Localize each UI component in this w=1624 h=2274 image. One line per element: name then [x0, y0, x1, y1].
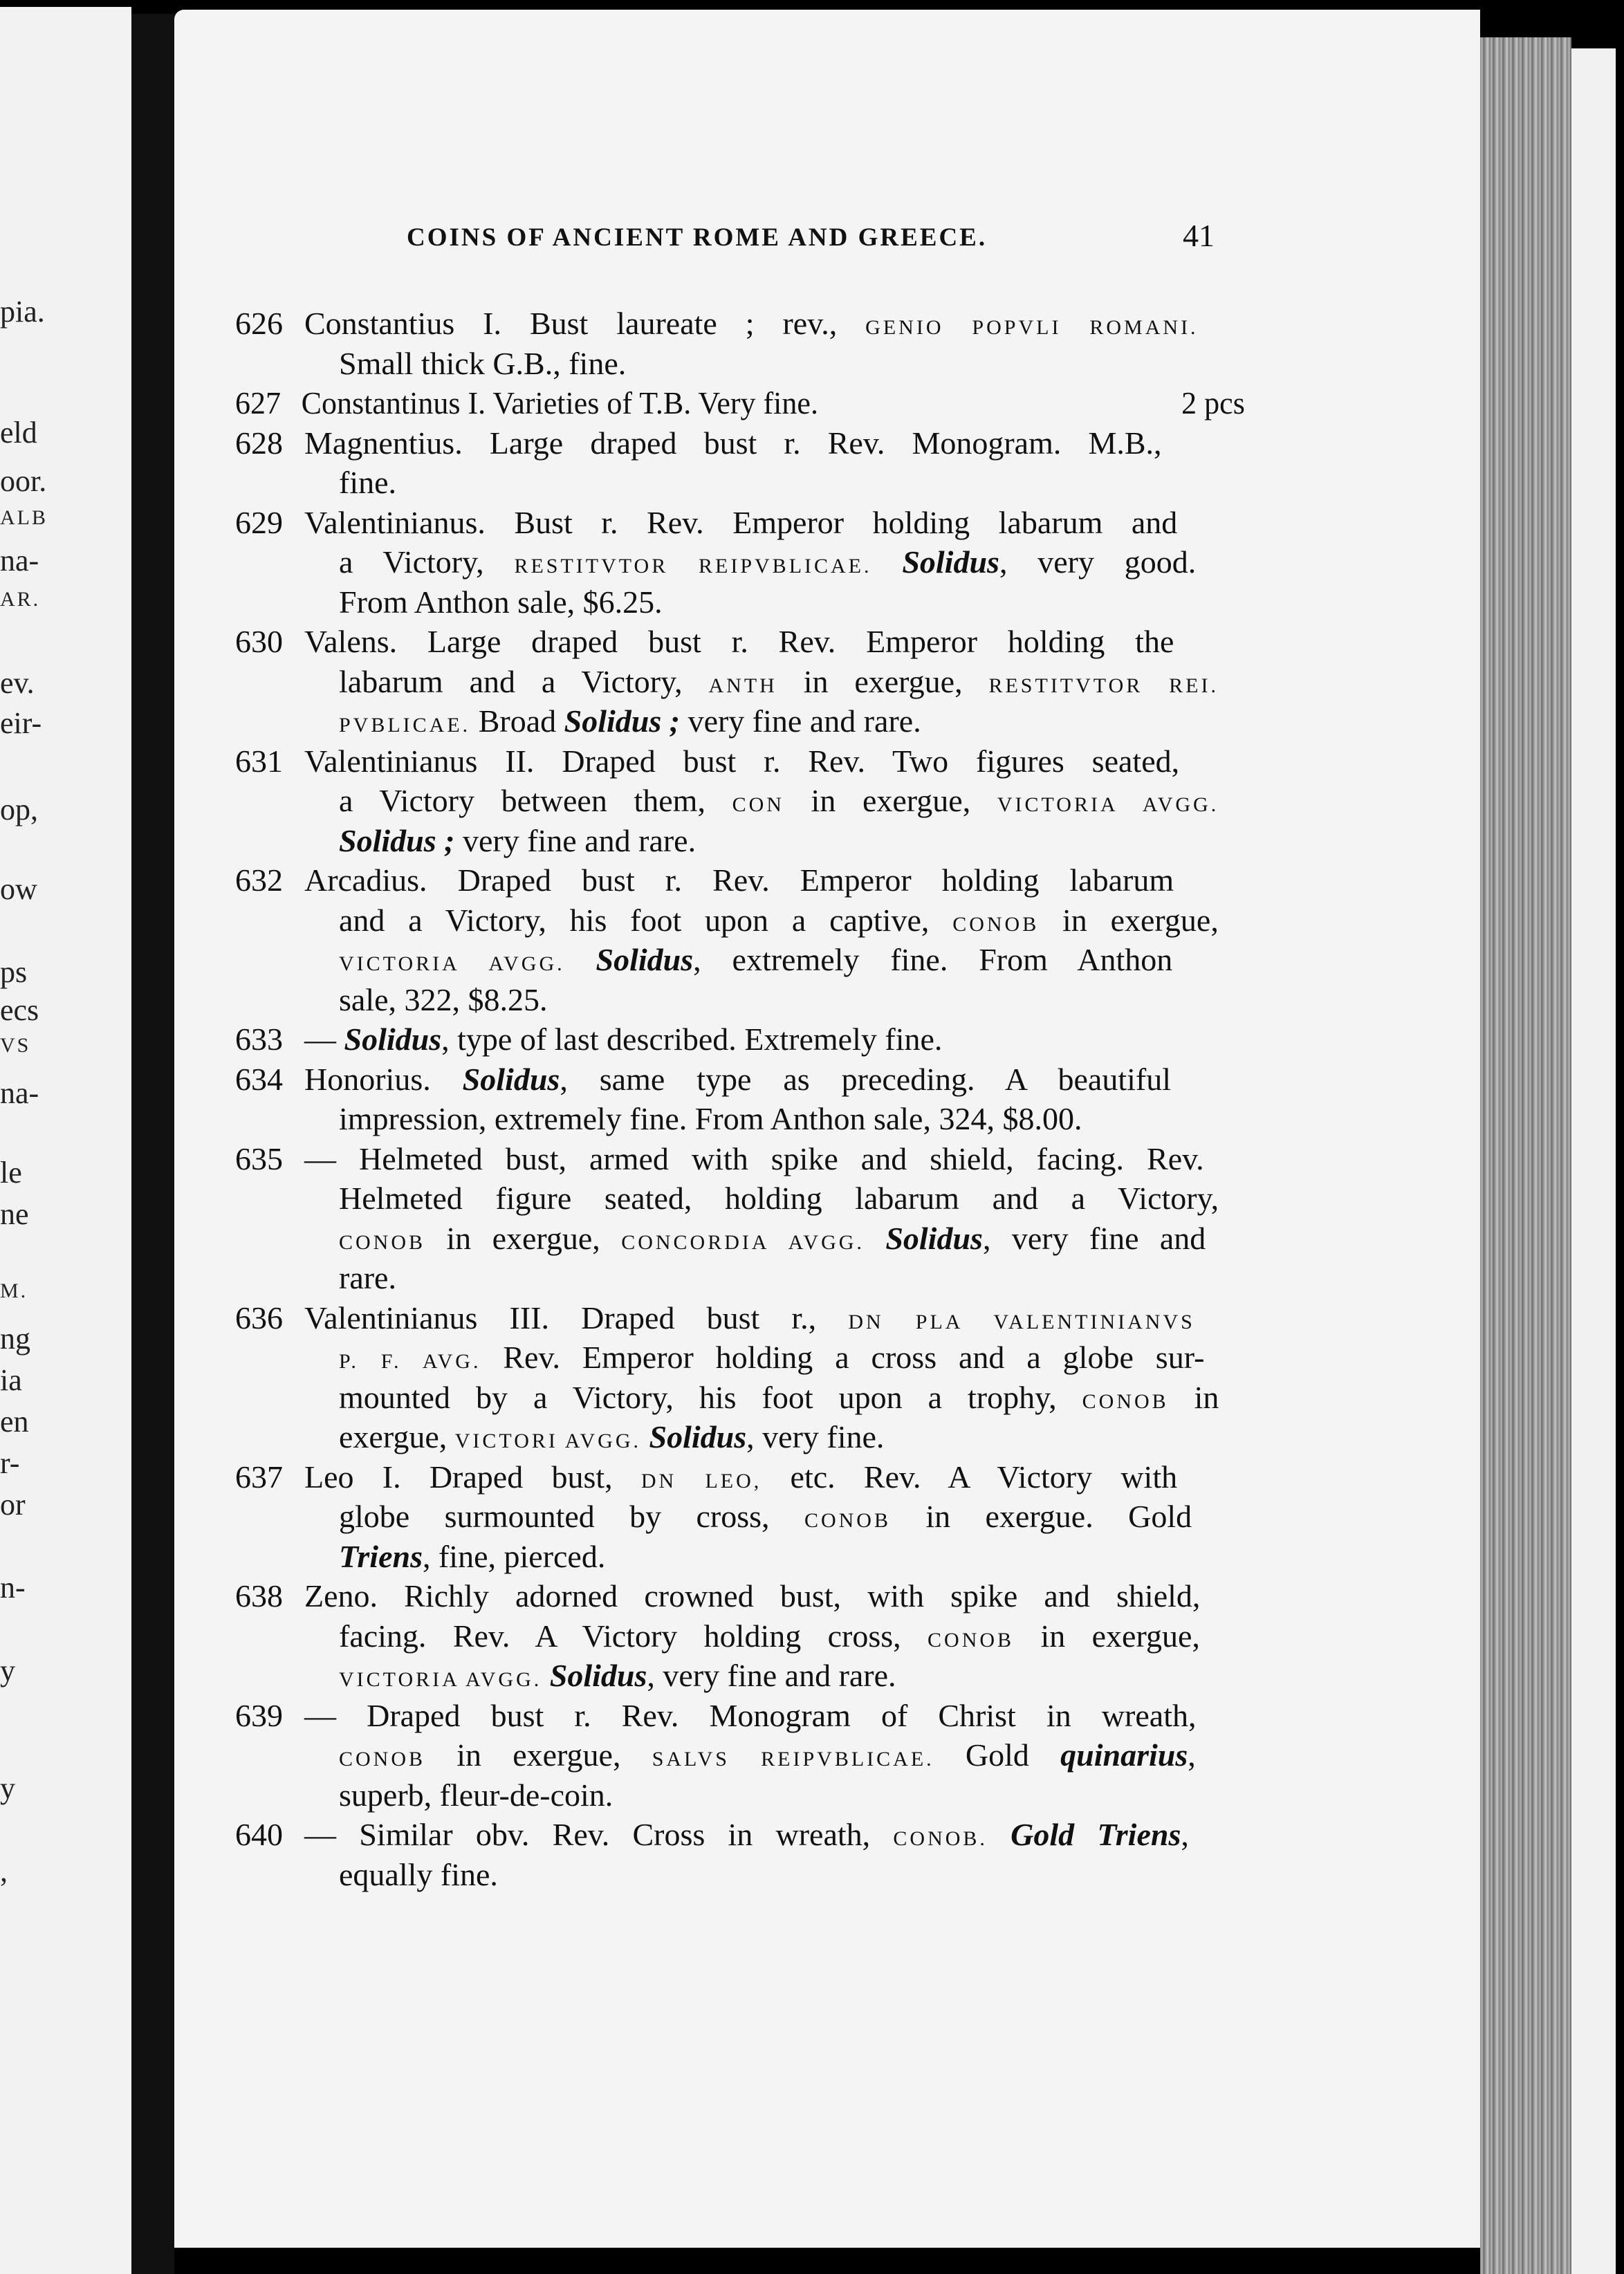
description-text	[872, 544, 903, 580]
lot-entry-line	[339, 1342, 1204, 1374]
coin-type-italic: Solidus	[902, 544, 999, 580]
lot-entry-line	[339, 1620, 1200, 1652]
description-text: From Anthon sale, $6.25.	[339, 584, 663, 620]
description-text: Small thick G.B., fine.	[339, 345, 627, 381]
coin-type-italic: Solidus	[344, 1022, 442, 1057]
lot-entry-line	[339, 1739, 1196, 1771]
description-text: rare.	[339, 1260, 396, 1295]
facing-page-fragment: eld	[0, 416, 37, 450]
lot-entry-first-line	[235, 1819, 1189, 1851]
facing-page-fragment: pia.	[0, 295, 45, 329]
facing-page-fragment: ALB	[0, 506, 48, 529]
lot-entry-first-line	[235, 1302, 1195, 1334]
facing-page-fragment: ia	[0, 1363, 22, 1397]
legend-inscription: CONOB	[339, 1748, 426, 1771]
description-text: , fine, pierced.	[422, 1538, 606, 1574]
description-text: in exergue,	[784, 783, 997, 818]
description-text: Leo I. Draped bust,	[304, 1459, 641, 1495]
book-gutter	[131, 14, 174, 2274]
lot-entry-line	[339, 1660, 896, 1692]
legend-inscription: PVBLICAE.	[339, 714, 471, 737]
description-text	[641, 1419, 649, 1454]
legend-inscription: DN PLA VALENTINIANVS	[848, 1310, 1195, 1333]
lot-entry-line	[339, 345, 627, 381]
description-text: in exergue. Gold	[890, 1499, 1192, 1534]
facing-page-fragment: y	[0, 1654, 15, 1688]
coin-type-italic: quinarius	[1060, 1737, 1188, 1773]
facing-page-fragment: n-	[0, 1571, 26, 1605]
description-text: a Victory,	[339, 544, 515, 580]
lot-entry-line	[339, 1538, 606, 1574]
description-text: equally fine.	[339, 1856, 498, 1892]
description-text	[865, 1221, 885, 1256]
lot-entry-line	[339, 1421, 884, 1453]
lot-entry-line	[339, 1856, 498, 1892]
lot-number: 636	[235, 1300, 283, 1335]
lot-entry-first-line	[235, 1461, 1177, 1493]
description-text: — Helmeted bust, armed with spike and shield, facing. Rev.	[304, 1140, 1204, 1176]
legend-inscription: CONCORDIA AVGG.	[621, 1230, 865, 1254]
page-number: 41	[1183, 218, 1215, 253]
description-text: Rev. Emperor holding a cross and a globe sur-	[481, 1340, 1205, 1375]
facing-page-fragment: ow	[0, 872, 37, 906]
coin-type-italic: Solidus	[596, 942, 694, 977]
description-text: exergue,	[339, 1419, 455, 1454]
page-edge-light	[1571, 48, 1616, 2274]
description-text: Magnentius. Large draped bust r. Rev. Monogram. M.B.,	[304, 425, 1162, 461]
lot-entry-first-line	[235, 1580, 1200, 1612]
lot-entry-line	[339, 705, 921, 737]
description-text: globe surmounted by cross,	[339, 1499, 804, 1534]
lot-entry-first-line	[235, 1140, 1204, 1176]
lot-entry-first-line	[235, 308, 1199, 340]
description-text: Valentinianus. Bust r. Rev. Emperor holding labarum and	[304, 504, 1178, 540]
lot-entry-first-line	[235, 1697, 1197, 1733]
lot-number: 635	[235, 1140, 283, 1176]
facing-page-fragment: na-	[0, 1076, 39, 1110]
legend-inscription: RESTITVTOR REI.	[988, 674, 1219, 697]
description-text: very fine and rare.	[680, 703, 921, 739]
description-text: very fine and rare.	[454, 822, 696, 858]
lot-number: 634	[235, 1061, 283, 1097]
legend-inscription: CON	[732, 793, 784, 816]
description-text: ,	[1181, 1817, 1189, 1852]
facing-page-fragment: na-	[0, 544, 39, 577]
legend-inscription: CONOB	[952, 912, 1040, 936]
facing-page-fragment: or	[0, 1488, 26, 1522]
description-text: , very fine.	[746, 1419, 885, 1454]
facing-page-edge	[0, 7, 131, 2274]
coin-type-italic: Solidus	[549, 1658, 647, 1693]
description-text: impression, extremely fine. From Anthon sale, 324, $8.00.	[339, 1101, 1082, 1136]
description-text	[988, 1817, 1011, 1852]
lot-entry-first-line	[235, 504, 1178, 540]
description-text: , very fine and	[982, 1220, 1206, 1256]
legend-inscription: CONOB	[928, 1628, 1015, 1652]
coin-type-italic: Solidus	[649, 1419, 747, 1454]
lot-number: 638	[235, 1578, 283, 1614]
description-text: labarum and a Victory,	[339, 663, 709, 699]
description-text: in	[1168, 1379, 1219, 1415]
description-text: Valentinianus III. Draped bust r.,	[304, 1300, 849, 1335]
lot-entry-line	[339, 902, 1219, 938]
lot-number: 628	[235, 425, 283, 461]
lot-number: 640	[235, 1817, 283, 1852]
legend-inscription: CONOB	[339, 1230, 426, 1254]
description-text: Constantinus I. Varieties of T.B. Very fine.	[301, 385, 818, 420]
description-text: superb, fleur-de-coin.	[339, 1777, 613, 1813]
description-text: sale, 322, $8.25.	[339, 981, 548, 1017]
facing-page-fragment: M.	[0, 1279, 28, 1302]
legend-inscription: DN LEO,	[640, 1469, 762, 1492]
description-text: Zeno. Richly adorned crowned bust, with spike and shield,	[304, 1578, 1201, 1614]
description-text: — Similar obv. Rev. Cross in wreath,	[304, 1817, 894, 1852]
lot-entry-line	[339, 944, 1172, 976]
facing-page-fragment: oor.	[0, 464, 47, 498]
coin-type-italic: Solidus ;	[339, 822, 455, 858]
facing-page-fragment: ng	[0, 1322, 30, 1356]
coin-type-italic: Solidus ;	[564, 703, 681, 739]
description-text: Gold	[934, 1737, 1061, 1773]
lot-entry-line	[339, 1501, 1192, 1533]
facing-page-fragment: op,	[0, 793, 38, 826]
facing-page-fragment: y	[0, 1771, 15, 1805]
lot-entry-first-line	[235, 427, 1162, 459]
legend-inscription: GENIO POPVLI ROMANI.	[865, 316, 1199, 339]
legend-inscription: VICTORIA AVGG.	[339, 1668, 542, 1691]
coin-type-italic: Triens	[339, 1538, 423, 1574]
description-text: ,	[1188, 1737, 1196, 1773]
lot-number: 630	[235, 624, 283, 659]
description-text: Honorius.	[304, 1061, 463, 1097]
legend-inscription: CONOB	[804, 1509, 891, 1532]
lot-entry-line	[339, 1183, 1219, 1214]
lot-entry-line	[339, 546, 1196, 578]
lot-entry-line	[339, 1262, 396, 1294]
description-text: fine.	[339, 465, 397, 500]
description-text: , extremely fine. From Anthon	[693, 942, 1173, 977]
lot-number: 627	[235, 385, 282, 420]
description-text: Helmeted figure seated, holding labarum and a Victory,	[339, 1181, 1219, 1216]
lot-number: 632	[235, 862, 283, 898]
facing-page-fragment: AR.	[0, 588, 41, 611]
legend-inscription: ANTH	[708, 674, 777, 697]
legend-inscription: RESTITVTOR REIPVBLICAE.	[514, 555, 872, 577]
description-text: in exergue,	[777, 663, 989, 699]
legend-inscription: VICTORIA AVGG.	[339, 952, 565, 975]
description-text: Valens. Large draped bust r. Rev. Emperor holding the	[304, 624, 1174, 659]
description-text	[565, 942, 596, 977]
lot-entry-first-line	[235, 743, 1180, 779]
description-text: and a Victory, his foot upon a captive,	[339, 902, 953, 938]
description-text: in exergue,	[1039, 902, 1219, 938]
description-text: Constantius I. Bust laureate ; rev.,	[304, 306, 866, 341]
legend-inscription: SALVS REIPVBLICAE.	[652, 1748, 934, 1771]
lot-number: 637	[235, 1459, 283, 1495]
lot-entry-line	[339, 663, 1219, 699]
facing-page-fragment: ps	[0, 955, 28, 989]
legend-inscription: CONOB	[1082, 1389, 1169, 1413]
description-text: etc. Rev. A Victory with	[762, 1459, 1178, 1495]
description-text: , same type as preceding. A beautiful	[560, 1061, 1171, 1097]
lot-entry-first-line	[235, 1061, 1171, 1097]
description-text: a Victory between them,	[339, 783, 732, 818]
lot-number: 631	[235, 743, 283, 779]
description-text: Arcadius. Draped bust r. Rev. Emperor holding labarum	[304, 862, 1174, 898]
facing-page-fragment: VS	[0, 1034, 31, 1057]
facing-page-fragment: le	[0, 1156, 22, 1190]
description-text: facing. Rev. A Victory holding cross,	[339, 1618, 928, 1654]
lot-entry-line	[339, 981, 548, 1017]
description-text: — Draped bust r. Rev. Monogram of Christ in wreath,	[304, 1697, 1197, 1733]
description-text: in exergue,	[425, 1737, 652, 1773]
facing-page-fragment: eir-	[0, 706, 42, 740]
piece-count: 2 pcs	[1181, 385, 1245, 420]
lot-number: 626	[235, 306, 283, 341]
facing-page-fragment: r-	[0, 1446, 20, 1480]
coin-type-italic: Solidus	[885, 1220, 983, 1256]
lot-entry-line	[339, 785, 1219, 817]
facing-page-fragment: ecs	[0, 993, 39, 1027]
legend-inscription: VICTORIA AVGG.	[997, 793, 1219, 816]
coin-type-italic: Solidus	[462, 1061, 560, 1097]
running-title: COINS OF ANCIENT ROME AND GREECE.	[407, 223, 988, 252]
lot-number: 639	[235, 1697, 283, 1733]
facing-page-fragment: ne	[0, 1197, 29, 1231]
description-text: in exergue,	[1014, 1618, 1200, 1654]
lot-entry-line	[339, 1777, 613, 1813]
lot-entry-first-line	[235, 626, 1174, 658]
description-text: in exergue,	[425, 1220, 622, 1256]
description-text: —	[304, 1022, 344, 1057]
lot-entry-first-line	[235, 385, 1245, 420]
facing-page-fragment: en	[0, 1405, 29, 1439]
lot-entry-line	[339, 1103, 1082, 1135]
description-text: , type of last described. Extremely fine.	[441, 1022, 943, 1057]
description-text: mounted by a Victory, his foot upon a trophy,	[339, 1379, 1082, 1415]
description-text: Valentinianus II. Draped bust r. Rev. Two figures seated,	[304, 743, 1180, 779]
facing-page-fragment: ev.	[0, 666, 35, 700]
lot-entry-first-line	[235, 1024, 942, 1055]
page-block-edges	[1480, 37, 1571, 2274]
coin-type-italic: Gold Triens	[1011, 1817, 1181, 1852]
description-text: Broad	[470, 703, 564, 739]
lot-number: 629	[235, 504, 283, 540]
lot-number: 633	[235, 1022, 283, 1057]
legend-inscription: VICTORI AVGG.	[454, 1430, 642, 1452]
lot-entry-line	[339, 1379, 1219, 1415]
lot-entry-line	[339, 586, 663, 618]
facing-page-fragment: ,	[0, 1854, 8, 1888]
lot-entry-line	[339, 467, 396, 499]
description-text	[542, 1658, 550, 1693]
description-text: , very good.	[999, 544, 1197, 580]
lot-entry-line	[339, 822, 696, 858]
lot-entry-first-line	[235, 862, 1174, 898]
lot-entry-line	[339, 1220, 1206, 1256]
description-text: , very fine and rare.	[647, 1658, 896, 1693]
legend-inscription: P. F. AVG.	[339, 1350, 481, 1373]
legend-inscription: CONOB.	[893, 1827, 988, 1850]
